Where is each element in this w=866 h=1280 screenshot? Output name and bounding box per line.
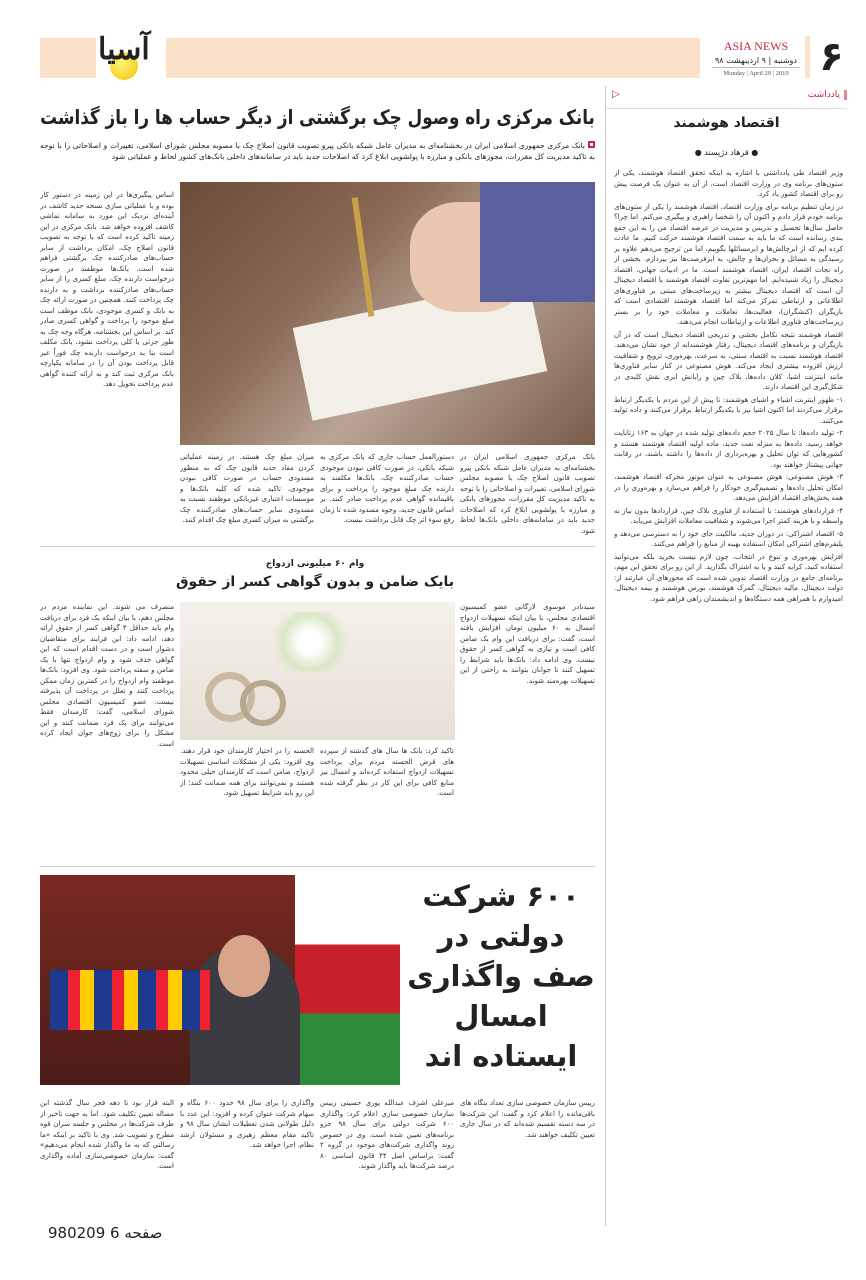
- photo-wedding-rings: [180, 602, 455, 740]
- brand-name: ASIA NEWS: [723, 39, 789, 53]
- page-footer: 980209 6 صفحه: [48, 1224, 163, 1242]
- article1-column-1: اساس پیگیری‌ها در این زمینه در دستور کار بوده و با عملیاتی سازی نسخه جدید کاشف در آینده‌ای نزدیک این مورد به سامانه تماشی کاشف افزوده خواهد شد. بانک مرکزی در این زمینه تاکید کرده است که با توجه به تصویب قانون اصلاح چک، امکان برداشت از سایر حساب‌های صادرکننده چک برگشتی فراهم شده است. بانک‌ها موظفند در صورت درخواست دارنده چک، مبلغ کسری را از سایر حساب‌های صادرکننده برداشت و به دارنده چک پرداخت کنند. همچنین در صورت ارائه چک به بانک و کسری موجودی، بانک موظف است مبلغ موجود را پرداخت و گواهی کسری صادر کند. بر اساس این بخشنامه، هرگاه وجه چک به طور جزئی یا کلی پرداخت نشود، بانک مکلف است بنا به درخواست دارنده چک فوراً غیر قابل پرداخت بودن آن را در سامانه یکپارچه بانک مرکزی ثبت کند و به ارائه کننده گواهی عدم پرداخت تحویل دهد.: [40, 191, 174, 388]
- date-persian: دوشنبه | ۹ اردیبهشت ۹۸: [712, 54, 800, 68]
- brand-block: [712, 39, 800, 77]
- sidebar-title: اقتصاد هوشمند: [606, 108, 847, 131]
- paragraph: در زمان تنظیم برنامه برای وزارت اقتصاد، اقتصاد هوشمند را یکی از ستون‌های برنامه خودم قرار دادم و اکنون آن را شخصا راهبری و پیگیری می‌کنم. اما چرا؟ حاصل سال‌ها تحصیل و تدریس و مدیریت در عرصه اقتصاد من را به این جمع بندی رسانده است که ما باید به سمت اقتصاد هوشمند حرکت کنیم. ما عادت کرده ایم که از ابرچالش‌ها و ابرمسائلها بگوییم، اما من ترجیح می‌دهم علاوه بر رسیدگی به مسائل و بحران‌ها و چالش، به ابرفرصت‌ها نیز بپردازم. بخشی از راه نجات اقتصاد ایران، اقتصاد هوشمند است. ما در ادبیات جهانی، اقتصاد دیجیتال را زیاد شنیده‌ایم. اما مهم‌ترین تفاوت اقتصاد هوشمند با اقتصاد دیجیتال آن است که اقتصاد دیجیتال بیشتر به زیرساخت‌های مبتنی بر فناوری‌های اطلاعاتی و ارتباطی تمرکز می‌کند اما اقتصاد هوشمند اقتصادی است که بازیگران (کنشگران)، فعالیت‌ها، تعاملات و معاملات خود را بر بستر زیرساخت‌های فناوری اطلاعات و ارتباطات انجام می‌دهند.: [614, 202, 843, 326]
- sidebar-body: [614, 168, 843, 1220]
- article2-column-3: تاکید کرد: بانک ها سال های گذشته از سپرده های قرض الحسنه مردم برای پرداخت تسهیلات ازدواج استفاده کرده‌اند و امسال نیز منابع کافی برای این کار در نظر گرفته شده است.: [320, 747, 454, 797]
- photo-writing-cheque: [180, 182, 595, 445]
- article1-column-2: میزان مبلغ چک هستند. در زمینه عملیاتی کردن مفاد جدید قانون چک که به منظور مسدودی حساب در صورت کافی نبودن موجودی، تاکید شده که کلیه بانک‌ها و موسسات اعتباری غیربانکی موظفند نسبت به مسدودی سایر حساب‌های صادرکننده چک برگشتی به میزان کسری مبلغ چک اقدام کنند.: [180, 453, 314, 524]
- paragraph: اقتصاد هوشمند نتیجه تکامل بخشی و تدریجی اقتصاد دیجیتال است که در آن بازیگران و برنامه‌های اقتصاد دیجیتال، رفتار هوشمندانه از خود نشان می‌دهند. اقتصاد هوشمند نسبت به اقتصاد سنتی، به سرعت، بهره‌وری، ترویج و شفافیت ارزش افزوده بیشتری ایجاد می‌کند. هوش مصنوعی در کنار سایر فناوری‌ها مانند اینترنت اشیا، کلان داده‌ها، بلاک چین و رایانش ابری نقش کلیدی در شکل‌گیری این اقتصاد دارند.: [614, 330, 843, 391]
- divider: [40, 546, 595, 547]
- article2-column-1: منصرف می شوند. این نماینده مردم در مجلس دهم، با بیان اینکه یک فرد برای دریافت وام باید حداقل ۳ گواهی کسر از حقوق ارائه دهد، ادامه داد: این فرایند برای متقاضیان دشوار است و در دست اقدام است که این گواهی حذف شود و وام ازدواج تنها با یک ضامن و سفته پرداخت شود. وی افزود: بانک‌ها موظفند وام ازدواج را در کمترین زمان ممکن پرداخت کنند و تعلل در پرداخت آن پذیرفته نیست. عضو کمیسیون اقتصادی مجلس شورای اسلامی، گفت: کارمندان فقط می‌توانند برای یک فرد ضمانت کنند و این مشکل را برای زوج‌های جوان ایجاد کرده است.: [40, 603, 174, 748]
- paragraph: ۵- اقتصاد اشتراکی: در دوران جدید، مالکیت جای خود را به دسترسی می‌دهد و پلتفرم‌های اشتراکی امکان استفاده بهینه از منابع را فراهم می‌کنند.: [614, 529, 843, 548]
- article2-kicker: وام ۶۰ میلیونی ازدواج: [265, 559, 365, 569]
- speaker-face: [218, 935, 270, 997]
- article-lead: [40, 140, 595, 162]
- newspaper-logo: آسیا: [98, 32, 150, 67]
- pen: [352, 197, 375, 317]
- page-number: ۶: [805, 36, 853, 78]
- article2-column-2: الحسنه را در اختیار کارمندان خود قرار دهند. وی افزود: یکی از مشکلات اساسی تسهیلات ازدواج، ضامن است که کارمندان خیلی محدود هستند و نمی‌توانند برای همه ضمانت کنند؛ از این رو باید شرایط تسهیل شود.: [180, 747, 314, 797]
- flag: [295, 875, 400, 1085]
- article1-column-3: دستورالعمل حساب جاری که بانک مرکزی به شبکه بانکی، در صورت کافی نبودن موجودی حساب صادرکننده چک، بانک‌ها مکلفند به دارنده چک مبلغ موجود را پرداخت و برای باقیمانده گواهی عدم پرداخت صادر کنند. بر اساس قانون جدید، وجوه مسدود شده تا زمان رفع سوء اثر چک قابل برداشت نیست.: [320, 453, 454, 524]
- paragraph: ۴- قراردادهای هوشمند: با استفاده از فناوری بلاک چین، قراردادها بدون نیاز به واسطه و با هزینه کمتر اجرا می‌شوند و شفافیت معاملات افزایش می‌یابد.: [614, 506, 843, 525]
- ring: [240, 680, 286, 726]
- article3-column-4: رییس سازمان خصوصی سازی تعداد بنگاه های باقی‌مانده را اعلام کرد و گفت: این شرکت‌ها در سه دسته تقسیم شده‌اند که در سال جاری تعیین تکلیف خواهند شد.: [460, 1099, 595, 1139]
- article3-headline: ۶۰۰ شرکت دولتی در صف واگذاری امسال ایستاده اند: [407, 879, 595, 1073]
- paragraph: افزایش بهره‌وری و تنوع در انتخاب، چون لازم نیست بخرید بلکه می‌توانید استفاده کنید، کرایه کنید و یا به اشتراک بگذارید. از این رو برای تحقق این مهم، برنامه‌ای جامع در وزارت اقتصاد تدوین شده است که محورهای آن عبارتند از: دولت دیجیتال، مالیه دیجیتال، گمرک هوشمند، بورس هوشمند و بیمه دیجیتال. امیدوارم با همراهی همه دستگاه‌ها و اندیشمندان راهی فراهم شود.: [614, 552, 843, 603]
- section-label: یادداشت: [808, 90, 847, 100]
- arrow-icon: ▷: [612, 89, 620, 100]
- author-name: ● فرهاد دژپسند ●: [694, 148, 759, 157]
- divider: [40, 866, 595, 867]
- date-english: Monday | April 29 | 2019: [723, 70, 789, 77]
- article1-column-4: بانک مرکزی جمهوری اسلامی ایران در بخشنامه‌ای به مدیران عامل شبکه بانکی پیرو تصویب قانون اصلاح چک با مصوبه مجلس شورای اسلامی، تغییرات و اصلاحاتی را با توجه به تاکید مدیریت کل مقررات، مجوزهای بانکی و مبارزه با پولشویی ابلاغ کرد که اصلاحات جدید باید در سامانه‌های داخلی بانک‌ها لحاظ شود.: [460, 453, 595, 535]
- bullet-square-icon: [588, 141, 595, 148]
- paragraph: ۳- هوش مصنوعی: هوش مصنوعی به عنوان موتور محرکه اقتصاد هوشمند، امکان تحلیل داده‌ها و تصمیم‌گیری خودکار را فراهم می‌سازد و بهره‌وری را در همه بخش‌های اقتصاد افزایش می‌دهد.: [614, 473, 843, 502]
- article2-headline: بایک ضامن و بدون گواهی کسر از حقوق: [176, 574, 454, 590]
- microphones: [50, 970, 210, 1030]
- sleeve: [480, 182, 595, 302]
- photo-press-conference: [40, 875, 400, 1085]
- article3-column-3: میرعلی اشرف عبدالله پوری حسینی رییس سازمان خصوصی سازی اعلام کرد: واگذاری ۶۰۰ شرکت دولتی برای سال ۹۸ جزو برنامه‌های تعیین شده است. وی در خصوص روند واگذاری شرکت‌های موجود در گروه ۲ گفت: براساس اصل ۴۴ قانون اساسی ۸۰ درصد شرکت‌ها باید واگذار شوند.: [320, 1099, 454, 1170]
- article2-column-4: سیدنادر موسوی لارگانی عضو کمیسیون اقتصادی مجلس، با بیان اینکه تسهیلات ازدواج امسال به ۶۰ میلیون تومان افزایش یافته است، گفت: برای دریافت این وام یک ضامن کافی است و نیازی به گواهی کسر از حقوق نیست. وی ادامه داد: بانک‌ها باید شرایط را تسهیل کنند تا جوانان بتوانند به راحتی از این تسهیلات بهره‌مند شوند.: [460, 603, 595, 685]
- lead-text: بانک مرکزی جمهوری اسلامی ایران در بخشنامه‌ای به مدیران عامل شبکه بانکی پیرو تصویب قانون اصلاح چک با مصوبه مجلس شورای اسلامی، تغییرات و اصلاحاتی را با توجه به تاکید مدیریت کل مقررات، مجوزهای بانکی و مبارزه با پولشویی ابلاغ کرد که اصلاحات جدید باید در سامانه‌های داخلی بانک‌های کشور لحاظ و عملیاتی شود: [40, 141, 595, 161]
- sidebar-column: [605, 86, 847, 1226]
- paragraph: وزیر اقتصاد طی یادداشتی با اشاره به اینکه تحقق اقتصاد هوشمند، یکی از ستون‌های برنامه وی در وزارت اقتصاد است، از آن به عنوان یک فرصت پیش رو برای اقتصاد کشور یاد کرد.: [614, 169, 843, 198]
- paragraph: ۱- ظهور اینترنت اشیاء و اشیای هوشمند: تا پیش از این مردم با یکدیگر ارتباط برقرار می‌کردند اما اکنون اشیا نیز با یکدیگر ارتباط برقرار می‌کنند و داده تولید می‌کنند.: [614, 395, 843, 425]
- main-headline: بانک مرکزی راه وصول چک برگشتی از دیگر حساب ها را باز گذاشت: [40, 105, 595, 129]
- article3-column-2: واگذاری را برای سال ۹۸ حدود ۶۰۰ بنگاه و سهام شرکت عنوان کرده و افزود: این عدد با دلیل طولانی شدن تعطیلات ایشان سال ۹۸ و تاکید مقام معظم رهبری و مسئولان ارشد نظام، اجرا خواهد شد.: [180, 1099, 314, 1149]
- flowers: [265, 612, 355, 672]
- paragraph: ۲- تولید داده‌ها: تا سال ۲۰۲۵ حجم داده‌های تولید شده در جهان به ۱۶۳ زتابایت خواهد رسید. داده‌ها به منزله نفت جدید، ماده اولیه اقتصاد هوشمند هستند و کشورهایی که توان تحلیل و بهره‌برداری از داده‌ها را داشته باشند، در رقابت جهانی پیشتاز خواهند بود.: [614, 429, 843, 469]
- article3-column-1: البته قرار بود تا دهه فجر سال گذشته این مساله تعیین تکلیف شود. اما به جهت تاخیر از طرف شرکت‌ها در مجلس و جلسه سران قوه مطرح و تصویب شد. وی با تاکید بر اینکه «ما رسالتی که به ما واگذار شده انجام می‌دهیم» گفت: سازمان خصوصی‌سازی آماده واگذاری است.: [40, 1099, 174, 1170]
